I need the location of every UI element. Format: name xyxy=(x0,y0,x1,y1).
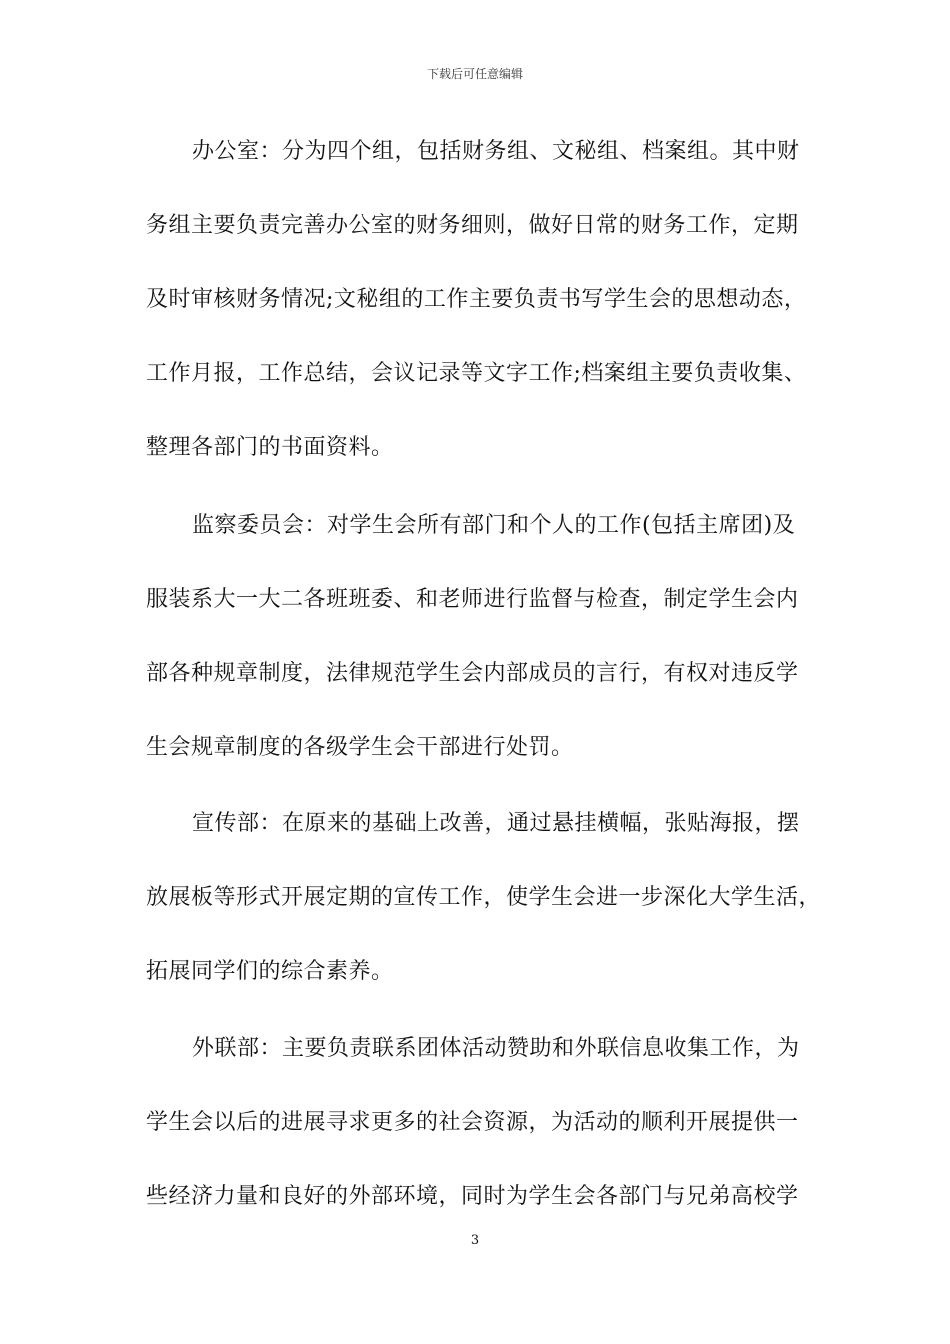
paragraph-publicity-line-2: 放展板等形式开展定期的宣传工作，使学生会进一步深化大学生活， xyxy=(146,885,822,910)
paragraph-office-line-4: 工作月报，工作总结，会议记录等文字工作;档案组主要负责收集、 xyxy=(146,361,807,386)
paragraph-liaison-line-1: 外联部：主要负责联系团体活动赞助和外联信息收集工作，为 xyxy=(192,1036,800,1061)
paragraph-liaison-line-2: 学生会以后的进展寻求更多的社会资源，为活动的顺利开展提供一 xyxy=(146,1110,799,1135)
paragraph-publicity-line-1: 宣传部：在原来的基础上改善，通过悬挂横幅，张贴海报，摆 xyxy=(192,811,800,836)
page-number: 3 xyxy=(470,1233,480,1248)
paragraph-supervision-line-3: 部各种规章制度，法律规范学生会内部成员的言行，有权对违反学 xyxy=(146,661,799,686)
paragraph-office-line-3: 及时审核财务情况;文秘组的工作主要负责书写学生会的思想动态， xyxy=(146,287,807,312)
paragraph-supervision-line-1: 监察委员会：对学生会所有部门和个人的工作(包括主席团)及 xyxy=(192,513,796,538)
page-header-note: 下载后可任意编辑 xyxy=(426,67,523,81)
paragraph-supervision-line-2: 服装系大一大二各班班委、和老师进行监督与检查，制定学生会内 xyxy=(146,587,799,612)
paragraph-office-line-1: 办公室：分为四个组，包括财务组、文秘组、档案组。其中财 xyxy=(192,139,800,164)
paragraph-supervision-line-4: 生会规章制度的各级学生会干部进行处罚。 xyxy=(146,735,574,760)
paragraph-publicity-line-3: 拓展同学们的综合素养。 xyxy=(146,959,394,984)
paragraph-liaison-line-3: 些经济力量和良好的外部环境，同时为学生会各部门与兄弟高校学 xyxy=(146,1184,799,1209)
paragraph-office-line-5: 整理各部门的书面资料。 xyxy=(146,435,394,460)
paragraph-office-line-2: 务组主要负责完善办公室的财务细则，做好日常的财务工作，定期 xyxy=(146,213,799,238)
